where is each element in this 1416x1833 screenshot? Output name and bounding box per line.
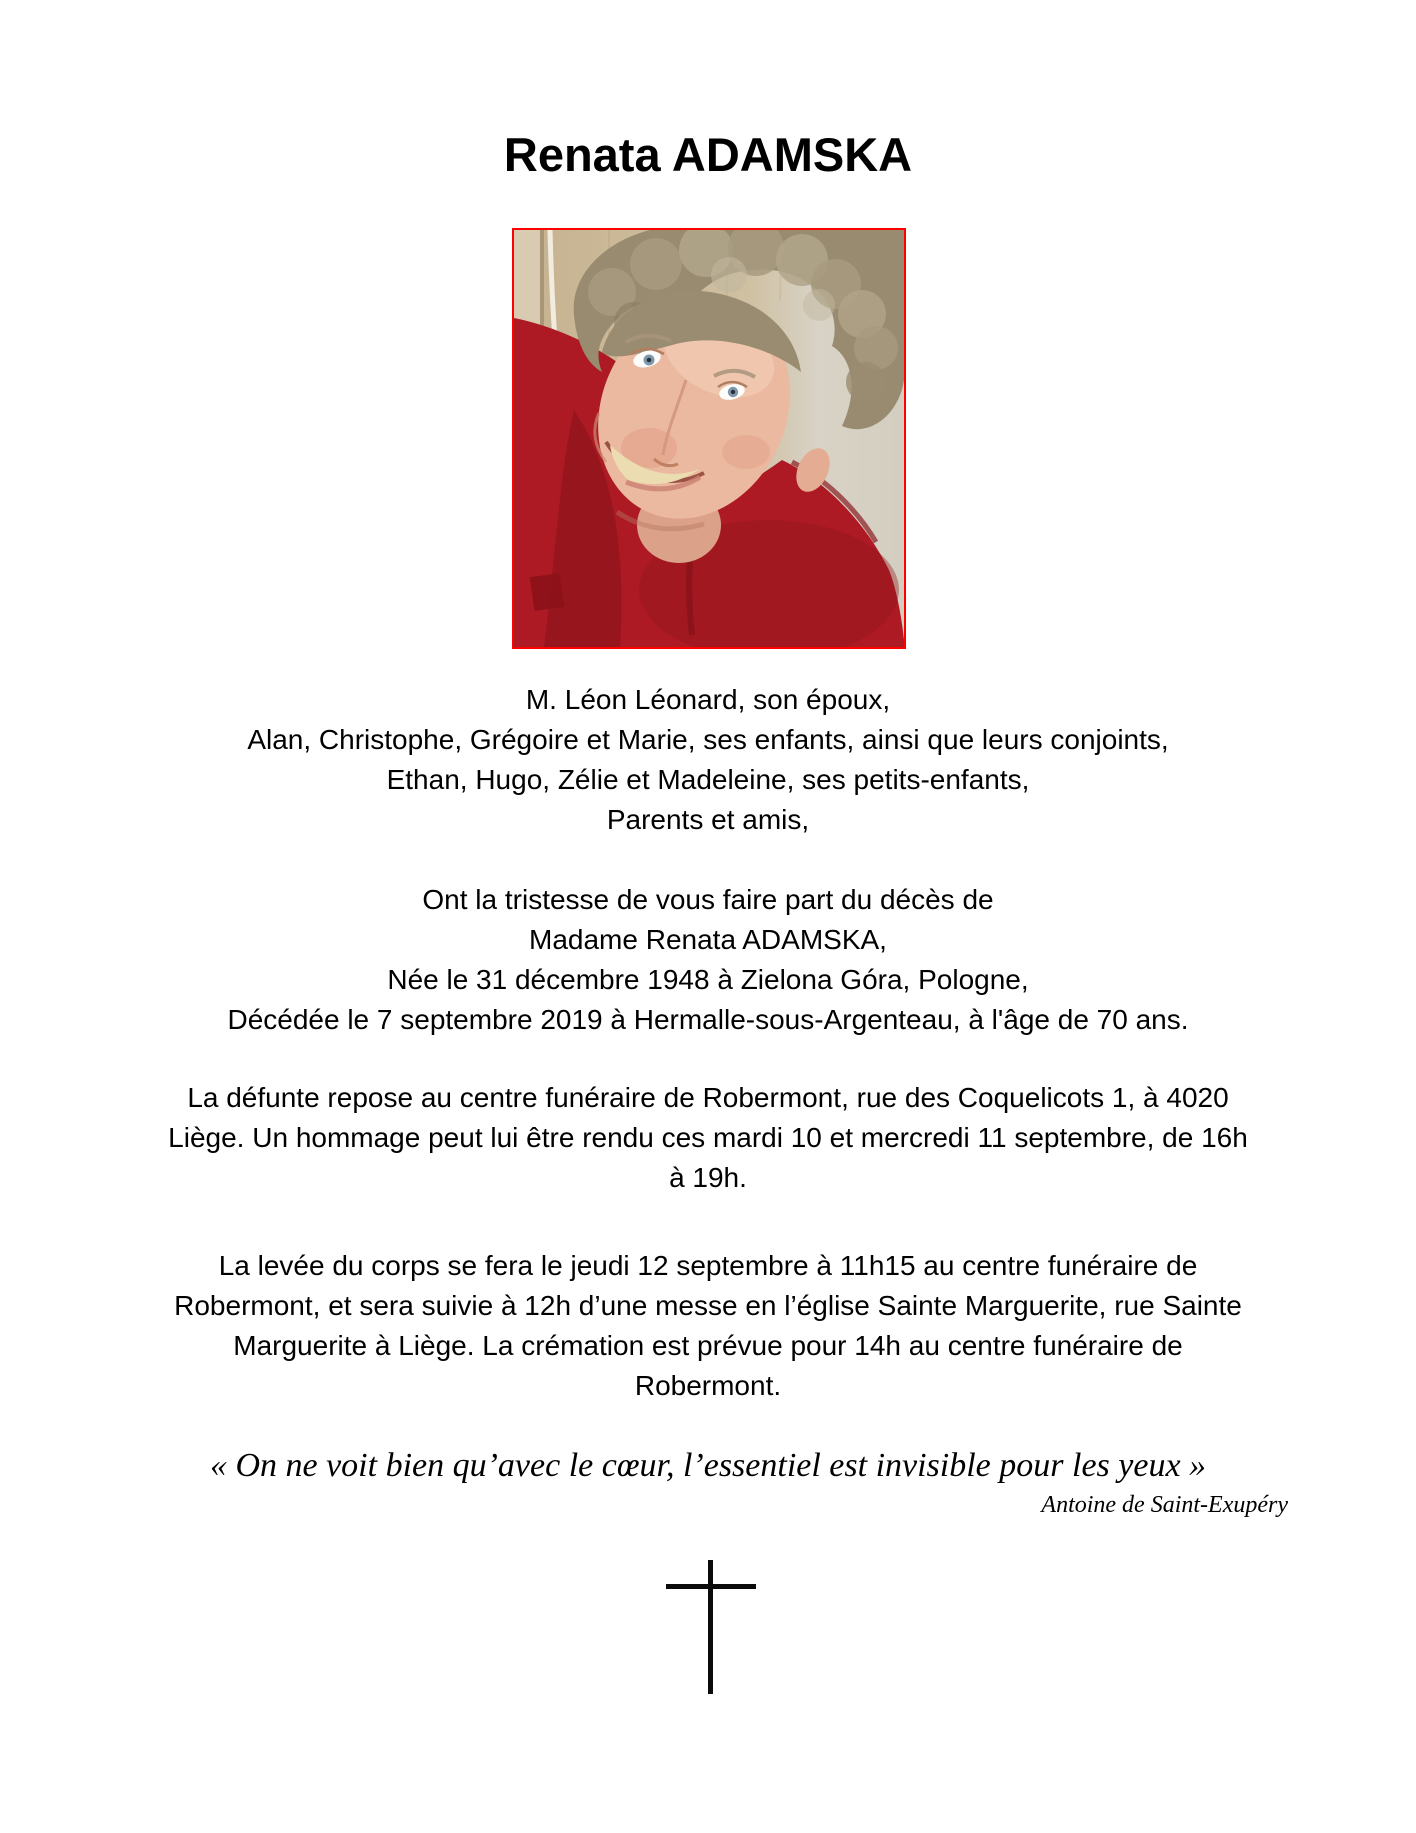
announcement-line: Madame Renata ADAMSKA, <box>529 924 887 955</box>
memorial-quote: « On ne voit bien qu’avec le cœur, l’essentiel est invisible pour les yeux » <box>209 1447 1207 1484</box>
announcement-line: Ont la tristesse de vous faire part du décès de <box>422 884 994 915</box>
family-list <box>0 680 1416 840</box>
page-title: Renata ADAMSKA <box>503 128 913 181</box>
quote-author: Antoine de Saint-Exupéry <box>1041 1492 1288 1518</box>
repose-line: à 19h. <box>669 1162 747 1193</box>
cross-horizontal-bar <box>666 1584 756 1589</box>
repose-line: Liège. Un hommage peut lui être rendu ces mardi 10 et mercredi 11 septembre, de 16h <box>168 1122 1248 1153</box>
family-line: Alan, Christophe, Grégoire et Marie, ses enfants, ainsi que leurs conjoints, <box>247 724 1169 755</box>
cross-vertical-bar <box>708 1560 713 1694</box>
announcement-line: Née le 31 décembre 1948 à Zielona Góra, Pologne, <box>387 964 1029 995</box>
ceremony-line: Marguerite à Liège. La crémation est prévue pour 14h au centre funéraire de <box>233 1330 1183 1361</box>
repose-info <box>0 1078 1416 1198</box>
announcement-line: Décédée le 7 septembre 2019 à Hermalle-sous-Argenteau, à l'âge de 70 ans. <box>227 1004 1189 1035</box>
death-announcement <box>0 880 1416 1040</box>
portrait-illustration <box>514 230 904 647</box>
family-line: Ethan, Hugo, Zélie et Madeleine, ses petits-enfants, <box>386 764 1030 795</box>
ceremony-info <box>0 1246 1416 1406</box>
portrait-photo <box>512 228 906 649</box>
family-line: M. Léon Léonard, son époux, <box>525 684 891 715</box>
repose-line: La défunte repose au centre funéraire de Robermont, rue des Coquelicots 1, à 4020 <box>187 1082 1229 1113</box>
ceremony-line: La levée du corps se fera le jeudi 12 septembre à 11h15 au centre funéraire de <box>218 1250 1198 1281</box>
ceremony-line: Robermont, et sera suivie à 12h d’une messe en l’église Sainte Marguerite, rue Sainte <box>174 1290 1242 1321</box>
family-line: Parents et amis, <box>606 804 810 835</box>
ceremony-line: Robermont. <box>634 1370 782 1401</box>
